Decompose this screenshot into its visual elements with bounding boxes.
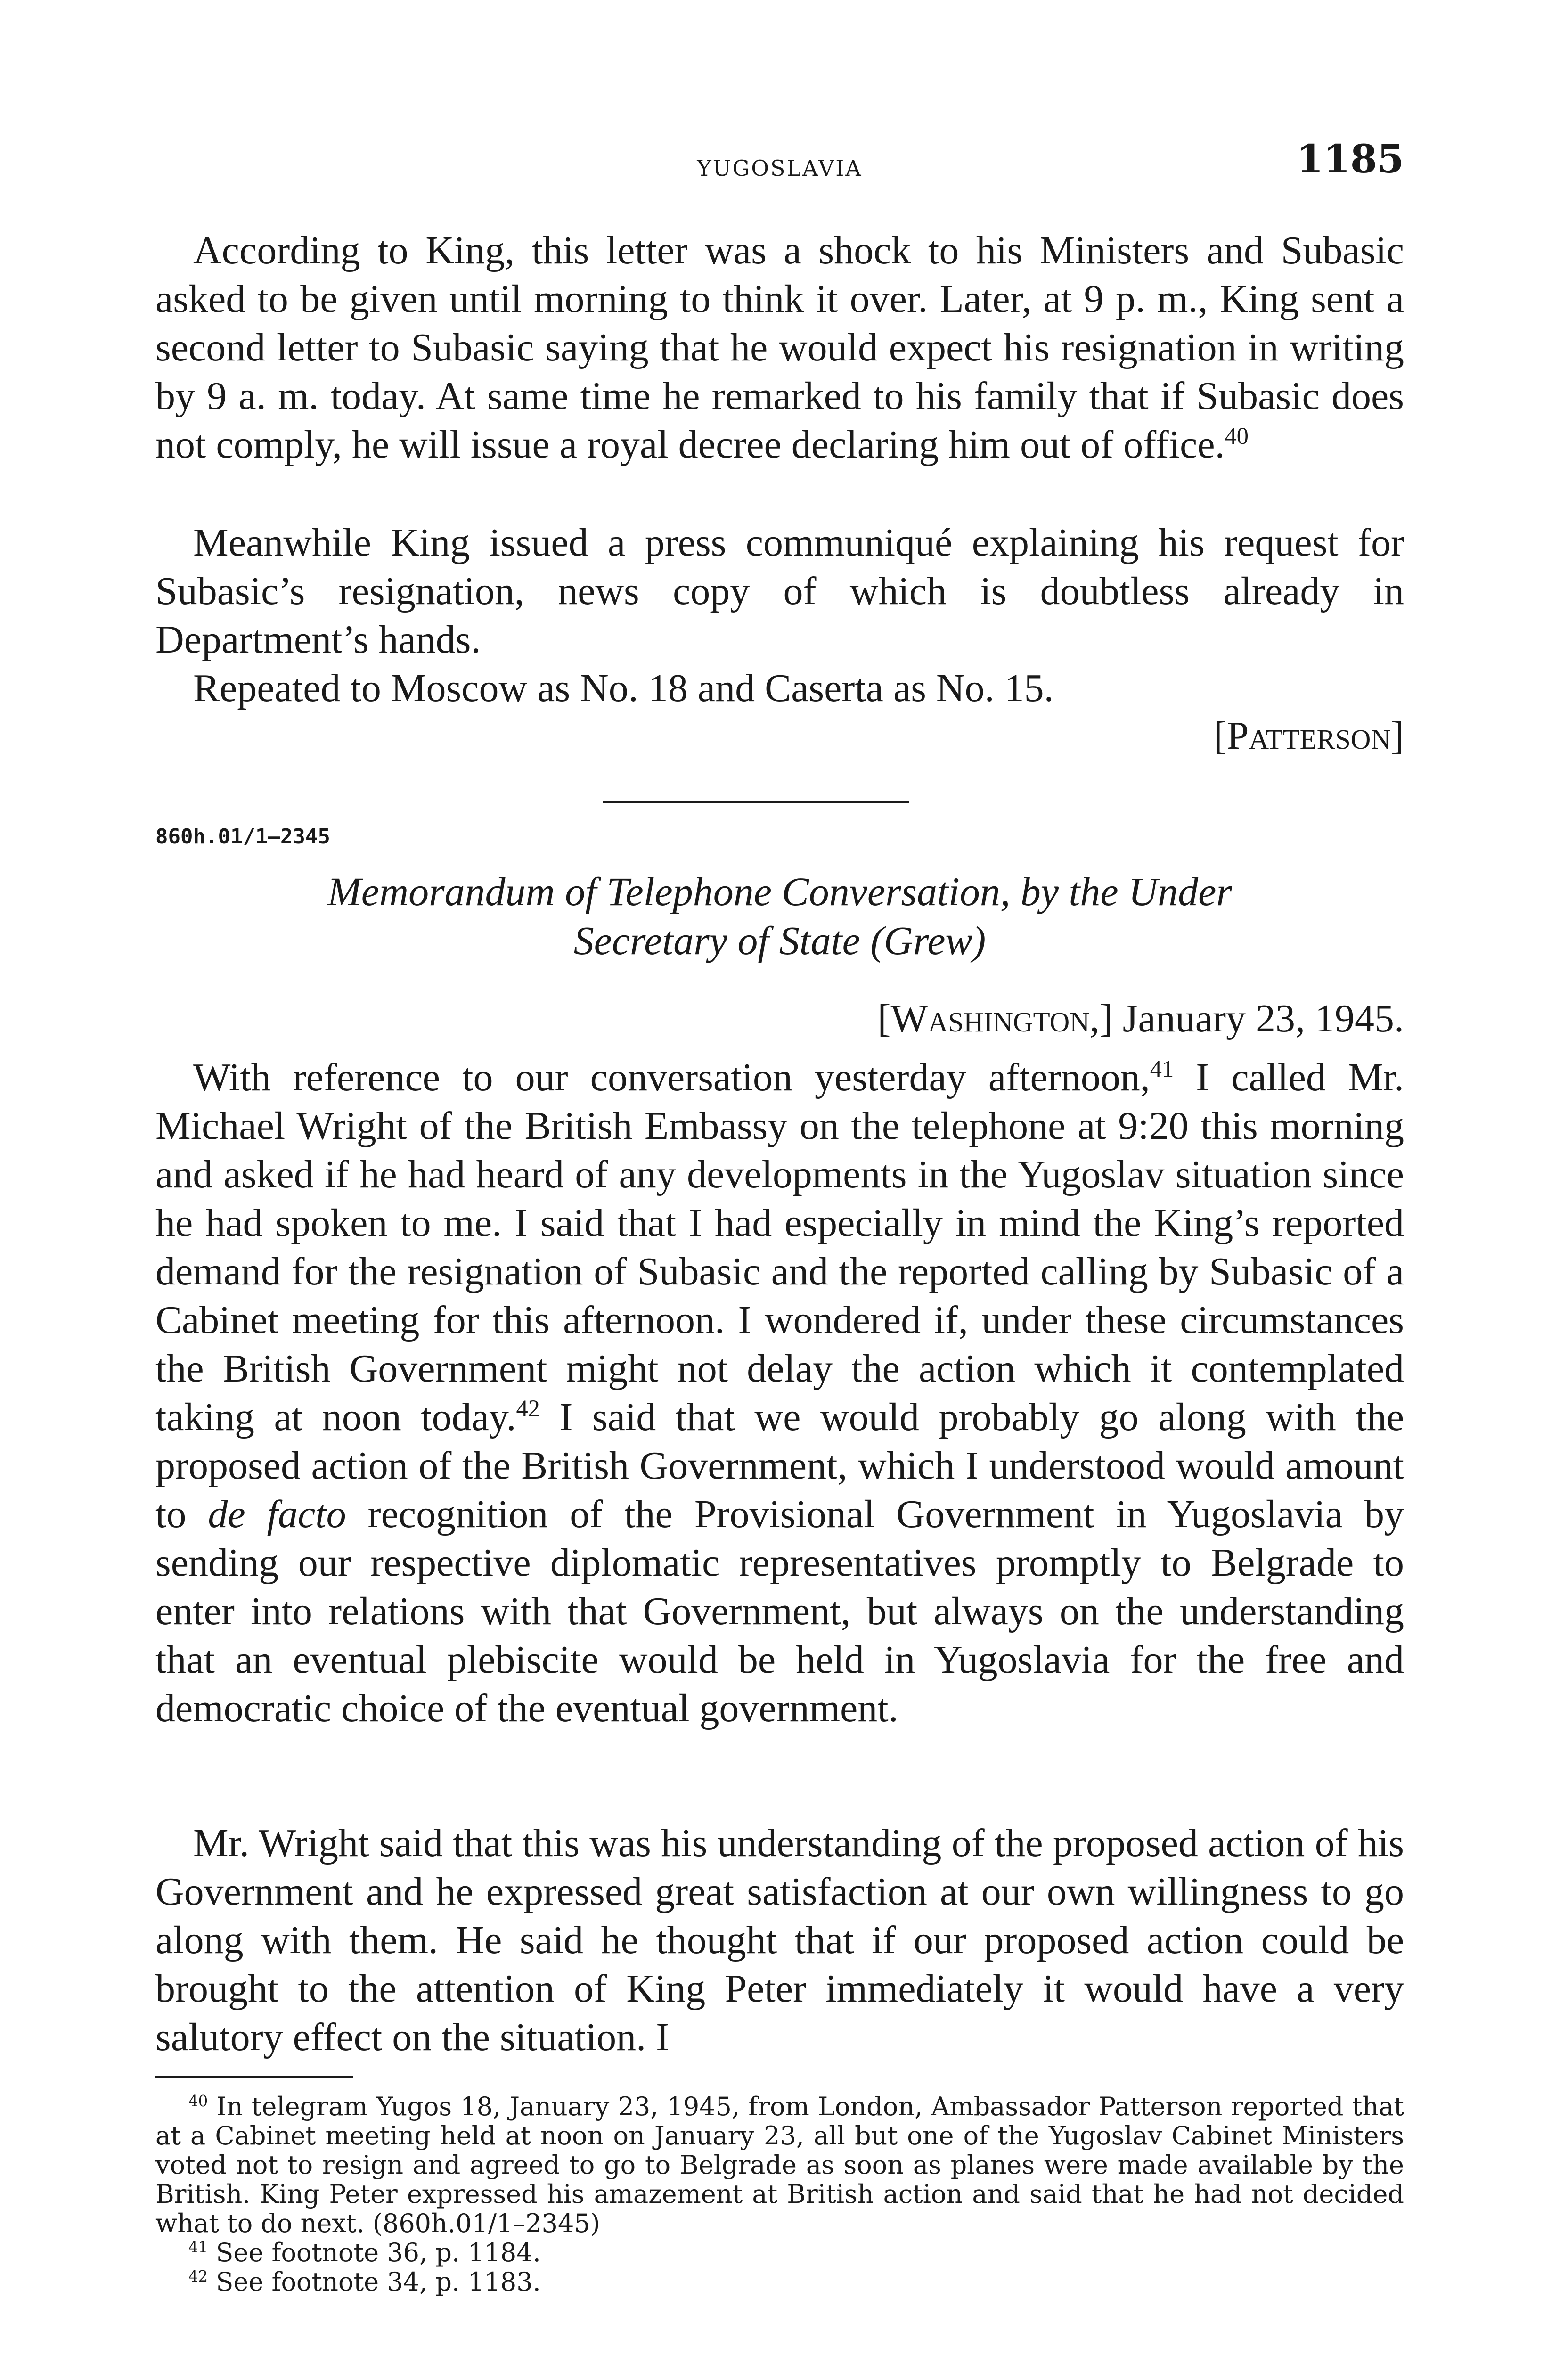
paragraph-text: [155, 1053, 1404, 1733]
footnote-40: [155, 2092, 1404, 2238]
footnote-ref-40[interactable]: 40: [1225, 423, 1249, 449]
footnote-number: 42: [188, 2267, 208, 2285]
document-title: [155, 867, 1404, 965]
file-number: 860h.01/1–2345: [155, 825, 330, 849]
section-divider: [603, 801, 909, 803]
paragraph-text: Mr. Wright said that this was his understanding of the proposed action of his Government and he expressed great satisfaction at our own willingness to go along with them. He said he thought that if our proposed action could be brought to the attention of King Peter immediately it would have a very salutory effect on the situation. I: [155, 1821, 1404, 2059]
running-head: [155, 137, 1404, 193]
paragraph-repeated: Repeated to Moscow as No. 18 and Caserta as No. 15.: [193, 666, 1054, 710]
footnotes: [155, 2092, 1404, 2297]
dateline-place: [Washington,]: [877, 997, 1113, 1040]
paragraph-wright-reply: [155, 1819, 1404, 2062]
title-line-1: Memorandum of Telephone Conversation, by the Under: [327, 869, 1232, 914]
footnote-41: [155, 2238, 1404, 2267]
running-title: YUGOSLAVIA: [697, 155, 863, 181]
dateline: [877, 994, 1404, 1043]
footnote-42: [155, 2267, 1404, 2297]
text-segment: I said that we would probably go along with the proposed action of the British Government, which I understood would amount to: [155, 1395, 1404, 1536]
footnote-text: See footnote 36, p. 1184.: [208, 2238, 541, 2267]
paragraph-king-letter: [155, 226, 1404, 469]
paragraph-communique: [155, 518, 1404, 712]
text-segment: I called Mr. Michael Wright of the British Embassy on the telephone at 9:20 this morning and asked if he had heard of any developments in the Yugoslav situation since he had spoken to me. I said that I had especially in mind the King’s reported demand for the resignation of Subasic and the reported calling by Subasic of a Cabinet meeting for this afternoon. I wondered if, under these circumstances the British Government might not delay the action which it contemplated taking at noon today.: [155, 1055, 1404, 1439]
dateline-date: January 23, 1945.: [1122, 997, 1404, 1040]
text-segment: With reference to our conversation yesterday afternoon,: [193, 1055, 1150, 1099]
page-number: 1185: [1296, 137, 1404, 182]
footnote-divider: [155, 2076, 353, 2078]
italic-term: de facto: [208, 1492, 346, 1536]
paragraph-text: [155, 226, 1404, 469]
footnote-text: See footnote 34, p. 1183.: [208, 2267, 541, 2297]
paragraph-conversation: [155, 1053, 1404, 1733]
footnote-ref-42[interactable]: 42: [516, 1395, 540, 1422]
paragraph-text: Meanwhile King issued a press communiqué explaining his request for Subasic’s resignation, news copy of which is doubtless already in Department’s hands.: [155, 521, 1404, 662]
title-line-2: Secretary of State (Grew): [573, 918, 986, 963]
text-segment: recognition of the Provisional Government in Yugoslavia by sending our respective diplomatic representatives promptly to Belgrade to enter into relations with that Government, but always on the understanding that an eventual plebiscite would be held in Yugoslavia for the free and democratic choice of the eventual government.: [155, 1492, 1404, 1730]
footnote-ref-41[interactable]: 41: [1150, 1055, 1174, 1082]
footnote-number: 40: [188, 2092, 208, 2110]
signature: [Patterson]: [1213, 714, 1404, 758]
paragraph-body: According to King, this letter was a shock to his Ministers and Subasic asked to be given until morning to think it over. Later, at 9 p. m., King sent a second letter to Subasic saying that he would expect his resignation in writing by 9 a. m. today. At same time he remarked to his family that if Subasic does not comply, he will issue a royal decree declaring him out of office.: [155, 229, 1404, 466]
footnote-text: In telegram Yugos 18, January 23, 1945, from London, Ambassador Patterson reported that at a Cabinet meeting held at noon on January 23, all but one of the Yugoslav Cabinet Ministers voted not to resign and agreed to go to Belgrade as soon as planes were made available by the British. King Peter expressed his amazement at British action and said that he had not decided what to do next. (860h.01/1–2345): [155, 2092, 1404, 2238]
footnote-number: 41: [188, 2238, 208, 2256]
